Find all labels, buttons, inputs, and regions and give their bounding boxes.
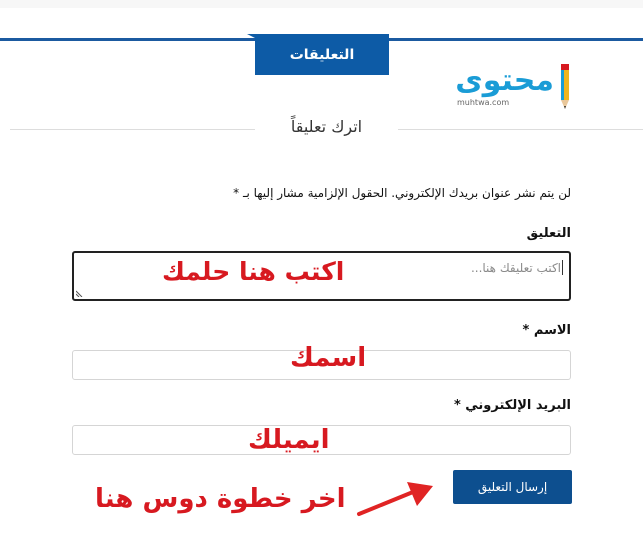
leave-comment-title: اترك تعليقاً — [290, 117, 363, 136]
final-step-hint: اخر خطوة دوس هنا — [95, 484, 346, 514]
section-divider-right — [398, 129, 643, 130]
comments-tab-label: التعليقات — [289, 46, 355, 63]
top-strip — [0, 0, 643, 8]
comments-tab[interactable] — [255, 34, 389, 75]
site-logo[interactable] — [437, 62, 572, 112]
arrow-right-icon — [355, 478, 440, 520]
section-divider-left — [10, 129, 255, 130]
text-cursor — [562, 260, 563, 275]
logo-domain: muhtwa.com — [457, 98, 510, 107]
submit-comment-label: إرسال التعليق — [477, 480, 548, 494]
name-hint: اسمك — [290, 343, 367, 373]
required-fields-notice: لن يتم نشر عنوان بريدك الإلكتروني. الحقول الإلزامية مشار إليها بـ * — [233, 186, 571, 200]
comment-hint: اكتب هنا حلمك — [162, 257, 345, 286]
name-label: الاسم * — [522, 323, 571, 338]
pencil-icon — [558, 64, 572, 110]
resize-handle-icon[interactable] — [76, 289, 84, 297]
email-hint: ايميلك — [248, 425, 330, 455]
logo-text: محتوى — [455, 63, 554, 98]
comment-placeholder: اكتب تعليقك هنا... — [470, 261, 561, 275]
submit-comment-button[interactable] — [453, 470, 572, 504]
comment-label: التعليق — [526, 226, 571, 241]
email-label: البريد الإلكتروني * — [453, 398, 571, 413]
